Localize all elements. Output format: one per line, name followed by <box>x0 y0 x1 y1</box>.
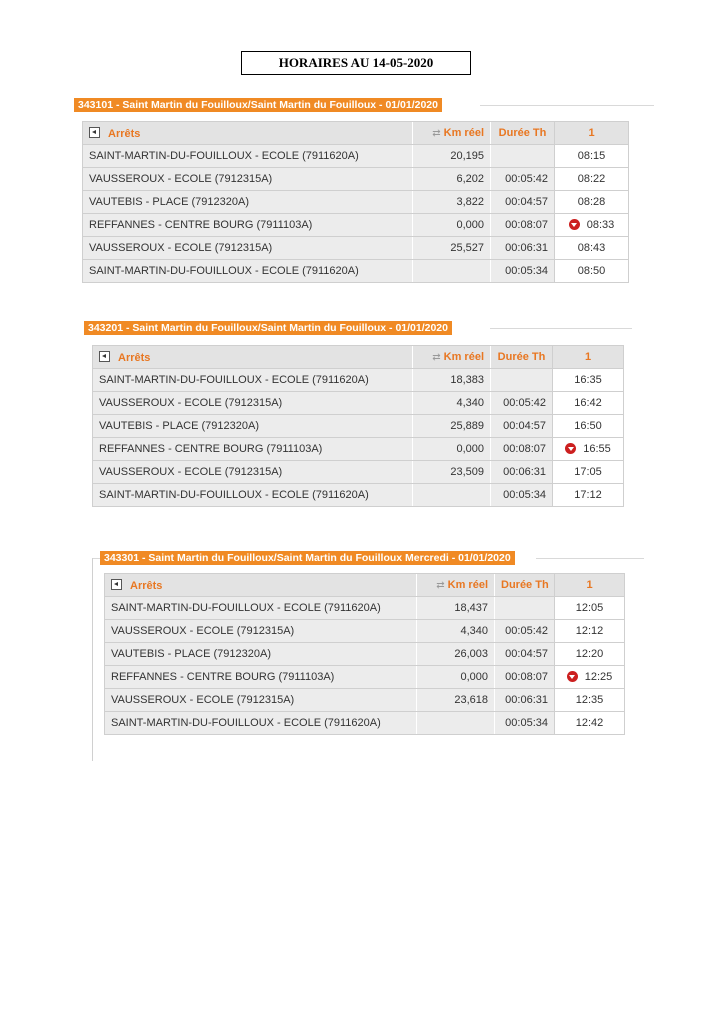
departure-time: 12:20 <box>555 643 625 666</box>
km-value <box>413 484 491 507</box>
km-value: 23,618 <box>417 689 495 712</box>
column-header-trip[interactable]: 1 <box>555 122 629 145</box>
departure-time: 08:50 <box>555 260 629 283</box>
km-value: 23,509 <box>413 461 491 484</box>
departure-time: 17:05 <box>553 461 624 484</box>
duration-value: 00:05:34 <box>491 260 555 283</box>
table-row <box>93 369 624 392</box>
stop-name: SAINT-MARTIN-DU-FOUILLOUX - ECOLE (7911620A) <box>83 260 413 283</box>
stop-name: SAINT-MARTIN-DU-FOUILLOUX - ECOLE (7911620A) <box>105 597 417 620</box>
section-title: 343101 - Saint Martin du Fouilloux/Saint Martin du Fouilloux - 01/01/2020 <box>74 98 442 112</box>
column-header-stops[interactable] <box>83 122 413 145</box>
column-label: Km réel <box>443 127 484 139</box>
column-header-trip[interactable]: 1 <box>553 346 624 369</box>
km-value: 26,003 <box>417 643 495 666</box>
departure-time: 16:50 <box>553 415 624 438</box>
table-header-row <box>105 574 625 597</box>
departure-time: 12:12 <box>555 620 625 643</box>
collapse-icon[interactable] <box>89 127 100 138</box>
column-header-km[interactable] <box>413 122 491 145</box>
stop-name: VAUTEBIS - PLACE (7912320A) <box>83 191 413 214</box>
table-row <box>93 392 624 415</box>
table-row <box>83 260 629 283</box>
duration-value: 00:08:07 <box>495 666 555 689</box>
stop-name: SAINT-MARTIN-DU-FOUILLOUX - ECOLE (7911620A) <box>93 484 413 507</box>
column-header-trip[interactable]: 1 <box>555 574 625 597</box>
departure-time <box>555 666 625 689</box>
duration-value <box>495 597 555 620</box>
section-divider <box>536 558 644 559</box>
page-title: HORAIRES AU 14-05-2020 <box>241 51 471 75</box>
alert-down-icon[interactable] <box>567 671 578 682</box>
km-value: 6,202 <box>413 168 491 191</box>
section-divider <box>480 105 654 106</box>
section-title: 343201 - Saint Martin du Fouilloux/Saint Martin du Fouilloux - 01/01/2020 <box>84 321 452 335</box>
schedule-table <box>104 573 625 735</box>
table-header-row <box>93 346 624 369</box>
time-label: 08:33 <box>586 219 615 231</box>
table-row <box>83 145 629 168</box>
km-value: 0,000 <box>413 438 491 461</box>
stop-name: VAUSSEROUX - ECOLE (7912315A) <box>105 689 417 712</box>
duration-value: 00:06:31 <box>491 237 555 260</box>
stop-name: VAUSSEROUX - ECOLE (7912315A) <box>83 237 413 260</box>
km-value: 20,195 <box>413 145 491 168</box>
km-value: 18,437 <box>417 597 495 620</box>
departure-time: 12:35 <box>555 689 625 712</box>
column-header-stops[interactable] <box>105 574 417 597</box>
duration-value: 00:05:42 <box>495 620 555 643</box>
column-header-duration[interactable]: Durée Th <box>491 346 553 369</box>
duration-value: 00:05:34 <box>491 484 553 507</box>
departure-time: 08:43 <box>555 237 629 260</box>
section-title: 343301 - Saint Martin du Fouilloux/Saint Martin du Fouilloux Mercredi - 01/01/2020 <box>100 551 515 565</box>
column-header-stops[interactable] <box>93 346 413 369</box>
duration-value: 00:06:31 <box>491 461 553 484</box>
stop-name: SAINT-MARTIN-DU-FOUILLOUX - ECOLE (7911620A) <box>105 712 417 735</box>
table-row <box>105 597 625 620</box>
table-row <box>83 214 629 237</box>
stop-name: VAUSSEROUX - ECOLE (7912315A) <box>105 620 417 643</box>
departure-time: 16:35 <box>553 369 624 392</box>
table-row <box>83 168 629 191</box>
column-label: Km réel <box>443 351 484 363</box>
table-row <box>93 461 624 484</box>
stop-name: REFFANNES - CENTRE BOURG (7911103A) <box>83 214 413 237</box>
duration-value: 00:05:34 <box>495 712 555 735</box>
stop-name: REFFANNES - CENTRE BOURG (7911103A) <box>105 666 417 689</box>
table-row <box>83 191 629 214</box>
km-value: 4,340 <box>417 620 495 643</box>
column-label: Km réel <box>447 579 488 591</box>
stop-name: VAUSSEROUX - ECOLE (7912315A) <box>93 392 413 415</box>
departure-time <box>555 214 629 237</box>
column-label: Arrêts <box>108 127 141 140</box>
stop-name: VAUSSEROUX - ECOLE (7912315A) <box>83 168 413 191</box>
stop-name: VAUTEBIS - PLACE (7912320A) <box>105 643 417 666</box>
swap-arrows-icon[interactable]: ⇄ <box>432 128 441 139</box>
section-divider <box>490 328 632 329</box>
duration-value <box>491 369 553 392</box>
table-row <box>105 620 625 643</box>
column-header-km[interactable] <box>417 574 495 597</box>
table-row <box>93 438 624 461</box>
departure-time: 16:42 <box>553 392 624 415</box>
km-value <box>417 712 495 735</box>
table-row <box>105 643 625 666</box>
table-row <box>83 237 629 260</box>
duration-value: 00:08:07 <box>491 214 555 237</box>
collapse-icon[interactable] <box>99 351 110 362</box>
duration-value: 00:08:07 <box>491 438 553 461</box>
table-row <box>93 484 624 507</box>
departure-time: 17:12 <box>553 484 624 507</box>
table-row <box>105 689 625 712</box>
km-value: 18,383 <box>413 369 491 392</box>
stop-name: REFFANNES - CENTRE BOURG (7911103A) <box>93 438 413 461</box>
table-row <box>105 666 625 689</box>
alert-down-icon[interactable] <box>569 219 580 230</box>
schedule-section-3 <box>92 551 644 761</box>
departure-time: 12:42 <box>555 712 625 735</box>
swap-arrows-icon[interactable]: ⇄ <box>436 580 445 591</box>
schedule-table <box>92 345 624 507</box>
table-header-row <box>83 122 629 145</box>
section-border <box>92 558 93 761</box>
km-value: 25,527 <box>413 237 491 260</box>
duration-value: 00:04:57 <box>491 191 555 214</box>
schedule-section-1 <box>74 98 654 298</box>
section-divider <box>92 558 100 559</box>
duration-value: 00:06:31 <box>495 689 555 712</box>
stop-name: VAUSSEROUX - ECOLE (7912315A) <box>93 461 413 484</box>
departure-time: 08:22 <box>555 168 629 191</box>
schedule-table <box>82 121 629 283</box>
column-label: Arrêts <box>118 351 151 364</box>
km-value <box>413 260 491 283</box>
departure-time: 12:05 <box>555 597 625 620</box>
duration-value: 00:05:42 <box>491 392 553 415</box>
km-value: 25,889 <box>413 415 491 438</box>
km-value: 3,822 <box>413 191 491 214</box>
departure-time: 08:28 <box>555 191 629 214</box>
stop-name: SAINT-MARTIN-DU-FOUILLOUX - ECOLE (7911620A) <box>93 369 413 392</box>
time-label: 12:25 <box>584 671 613 683</box>
column-header-duration[interactable]: Durée Th <box>491 122 555 145</box>
collapse-icon[interactable] <box>111 579 122 590</box>
km-value: 0,000 <box>413 214 491 237</box>
table-row <box>105 712 625 735</box>
duration-value <box>491 145 555 168</box>
schedule-section-2 <box>84 321 632 519</box>
alert-down-icon[interactable] <box>565 443 576 454</box>
column-header-km[interactable] <box>413 346 491 369</box>
swap-arrows-icon[interactable]: ⇄ <box>432 352 441 363</box>
table-row <box>93 415 624 438</box>
duration-value: 00:04:57 <box>495 643 555 666</box>
km-value: 0,000 <box>417 666 495 689</box>
departure-time: 08:15 <box>555 145 629 168</box>
column-header-duration[interactable]: Durée Th <box>495 574 555 597</box>
time-label: 16:55 <box>583 443 611 455</box>
duration-value: 00:05:42 <box>491 168 555 191</box>
departure-time <box>553 438 624 461</box>
column-label: Arrêts <box>130 579 163 592</box>
stop-name: SAINT-MARTIN-DU-FOUILLOUX - ECOLE (7911620A) <box>83 145 413 168</box>
duration-value: 00:04:57 <box>491 415 553 438</box>
km-value: 4,340 <box>413 392 491 415</box>
stop-name: VAUTEBIS - PLACE (7912320A) <box>93 415 413 438</box>
